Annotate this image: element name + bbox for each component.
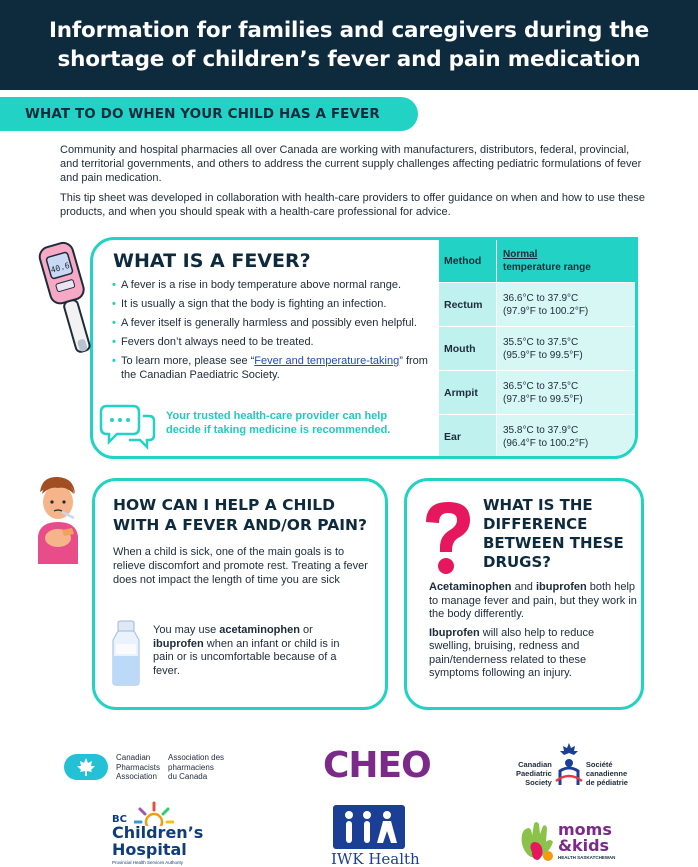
cpha-en-line: Pharmacists bbox=[116, 762, 161, 772]
fever-temperature-link[interactable]: Fever and temperature-taking bbox=[254, 355, 400, 367]
maple-leaf-icon bbox=[64, 754, 108, 780]
drug-acetaminophen: acetaminophen bbox=[219, 624, 300, 636]
fever-bullet-4: • Fevers don’t always need to be treated. bbox=[112, 335, 430, 349]
fever-bullet-1: • A fever is a rise in body temperature above normal range. bbox=[112, 278, 430, 292]
cpha-fr-line: du Canada bbox=[168, 772, 208, 781]
difference-rest: both help to manage fever and pain, but they work in the body differently. bbox=[429, 581, 637, 620]
learn-suffix: ” from the Canadian Paediatric Society. bbox=[121, 355, 428, 381]
chat-bubble-icon bbox=[99, 402, 157, 450]
cps-english bbox=[516, 760, 552, 787]
cps-fr-line: de pédiatrie bbox=[585, 778, 628, 787]
intro-text bbox=[60, 143, 650, 225]
cps-en-line: Society bbox=[525, 778, 552, 787]
cpha-french bbox=[168, 753, 224, 782]
row-method: Ear bbox=[439, 415, 497, 456]
range-celsius: 36.6°C to 37.9°C bbox=[503, 292, 579, 304]
fever-bullet-2: • It is usually a sign that the body is fighting an infection. bbox=[112, 297, 430, 311]
cpha-logo bbox=[64, 753, 224, 782]
use-text-3: when an infant or child is in pain or is uncomfortable because of a fever. bbox=[153, 637, 340, 677]
page-title-line2: shortage of children’s fever and pain medication bbox=[57, 47, 641, 72]
temperature-table-header bbox=[439, 240, 635, 283]
mk-subtitle: HEALTH SASKATCHEWAN bbox=[558, 855, 616, 860]
cpha-en-line: Canadian bbox=[116, 753, 151, 762]
cps-en-line: Paediatric bbox=[516, 769, 552, 778]
cps-logo bbox=[516, 738, 628, 787]
mk-line-1: moms bbox=[558, 820, 612, 839]
intro-paragraph-2: This tip sheet was developed in collaboration with health-care providers to offer guidance on when and how to use these products, and when you should speak with a health-care professional for advice. bbox=[60, 192, 645, 218]
header-range: temperature range bbox=[503, 262, 591, 273]
fever-bullet-5 bbox=[112, 354, 430, 382]
difference-title: WHAT IS THE DIFFERENCE BETWEEN THESE DRUGS? bbox=[483, 496, 624, 571]
row-range bbox=[497, 283, 635, 326]
trusted-provider-note: Your trusted health-care provider can help decide if taking medicine is recommended. bbox=[166, 410, 391, 436]
help-medication-note bbox=[153, 624, 353, 678]
iwk-wordmark: IWK Health bbox=[331, 850, 420, 867]
mk-line-2: &kids bbox=[558, 836, 610, 855]
hands-icon bbox=[518, 818, 556, 862]
row-range bbox=[497, 415, 635, 456]
iwk-emblem-icon bbox=[333, 805, 405, 849]
sick-child-icon bbox=[28, 472, 88, 564]
medicine-bottle-icon bbox=[109, 620, 143, 686]
page-header bbox=[0, 0, 698, 90]
drug-ibuprofen: ibuprofen bbox=[153, 637, 204, 650]
range-fahrenheit: (97.8°F to 99.5°F) bbox=[503, 393, 583, 405]
cps-french bbox=[586, 760, 628, 787]
thermometer-reading: 40.6 bbox=[49, 260, 71, 275]
cpha-fr-line: Association des bbox=[168, 753, 225, 762]
fever-title: WHAT IS A FEVER? bbox=[113, 250, 311, 272]
range-fahrenheit: (96.4°F to 100.2°F) bbox=[503, 438, 589, 449]
learn-prefix: To learn more, please see “ bbox=[121, 355, 255, 367]
row-method: Mouth bbox=[439, 327, 497, 370]
table-row bbox=[439, 327, 635, 371]
cps-fr-line: Société bbox=[585, 760, 613, 769]
cpha-en-line: Association bbox=[116, 772, 157, 781]
use-text-2: or bbox=[299, 624, 313, 636]
table-row bbox=[439, 415, 635, 456]
header-method: Method bbox=[439, 240, 497, 282]
difference-paragraph-2 bbox=[429, 627, 639, 681]
drug-acetaminophen: Acetaminophen bbox=[429, 581, 512, 593]
section-banner-label: WHAT TO DO WHEN YOUR CHILD HAS A FEVER bbox=[25, 106, 380, 122]
drug-ibuprofen: ibuprofen bbox=[535, 581, 587, 593]
page-title-line1: Information for families and caregivers during the bbox=[49, 18, 649, 43]
range-celsius: 36.5°C to 37.5°C bbox=[503, 380, 579, 392]
temperature-table bbox=[439, 240, 635, 456]
cps-en-line: Canadian bbox=[518, 760, 552, 769]
page-title bbox=[49, 16, 649, 74]
cpha-fr-line: pharmaciens bbox=[168, 762, 214, 772]
header-normal: Normal bbox=[503, 249, 538, 260]
bc-line-3: Hospital bbox=[112, 840, 187, 859]
help-title: HOW CAN I HELP A CHILD WITH A FEVER AND/OR PAIN? bbox=[113, 496, 367, 534]
row-method: Rectum bbox=[439, 283, 497, 326]
difference-text bbox=[429, 581, 639, 686]
range-fahrenheit: (95.9°F to 99.5°F) bbox=[503, 349, 583, 361]
cpha-english bbox=[116, 753, 160, 782]
table-row bbox=[439, 283, 635, 327]
range-celsius: 35.8°C to 37.9°C bbox=[503, 425, 579, 436]
row-method: Armpit bbox=[439, 371, 497, 414]
question-mark-icon bbox=[420, 500, 476, 576]
thermometer-icon bbox=[38, 238, 108, 362]
row-range bbox=[497, 327, 635, 370]
fever-bullet-3: • A fever itself is generally harmless and possibly even helpful. bbox=[112, 316, 430, 330]
cps-fr-line: canadienne bbox=[585, 769, 628, 778]
help-text: When a child is sick, one of the main goals is to relieve discomfort and promote rest. Treating a fever does not impact the length of time you are sick bbox=[113, 546, 368, 586]
cheo-logo: CHEO bbox=[323, 745, 431, 786]
difference-paragraph-1 bbox=[429, 581, 639, 622]
intro-paragraph-1: Community and hospital pharmacies all over Canada are working with manufacturers, distributors, federal, provincial, and territorial governments, and others to address the current supply challenges affecting pediatric formulations of fever and pain medication. bbox=[60, 144, 642, 184]
range-celsius: 35.5°C to 37.5°C bbox=[503, 336, 579, 348]
range-fahrenheit: (97.9°F to 100.2°F) bbox=[503, 305, 589, 317]
header-normal-range bbox=[497, 240, 635, 282]
drug-ibuprofen: Ibuprofen bbox=[429, 626, 480, 639]
bc-subtitle: Provincial Health Services Authority bbox=[112, 860, 184, 865]
fever-list bbox=[112, 278, 430, 387]
table-row bbox=[439, 371, 635, 415]
and-text: and bbox=[511, 581, 536, 593]
bc-line-2: Children’s bbox=[112, 823, 204, 842]
use-text-1: You may use bbox=[153, 624, 220, 636]
ibuprofen-rest: will also help to reduce swelling, bruising, redness and pain/tenderness related to these symptoms following an injury. bbox=[429, 626, 595, 679]
row-range bbox=[497, 371, 635, 414]
section-banner bbox=[0, 97, 418, 131]
bc-line-1: BC bbox=[112, 814, 127, 825]
cps-emblem-icon bbox=[552, 741, 586, 787]
